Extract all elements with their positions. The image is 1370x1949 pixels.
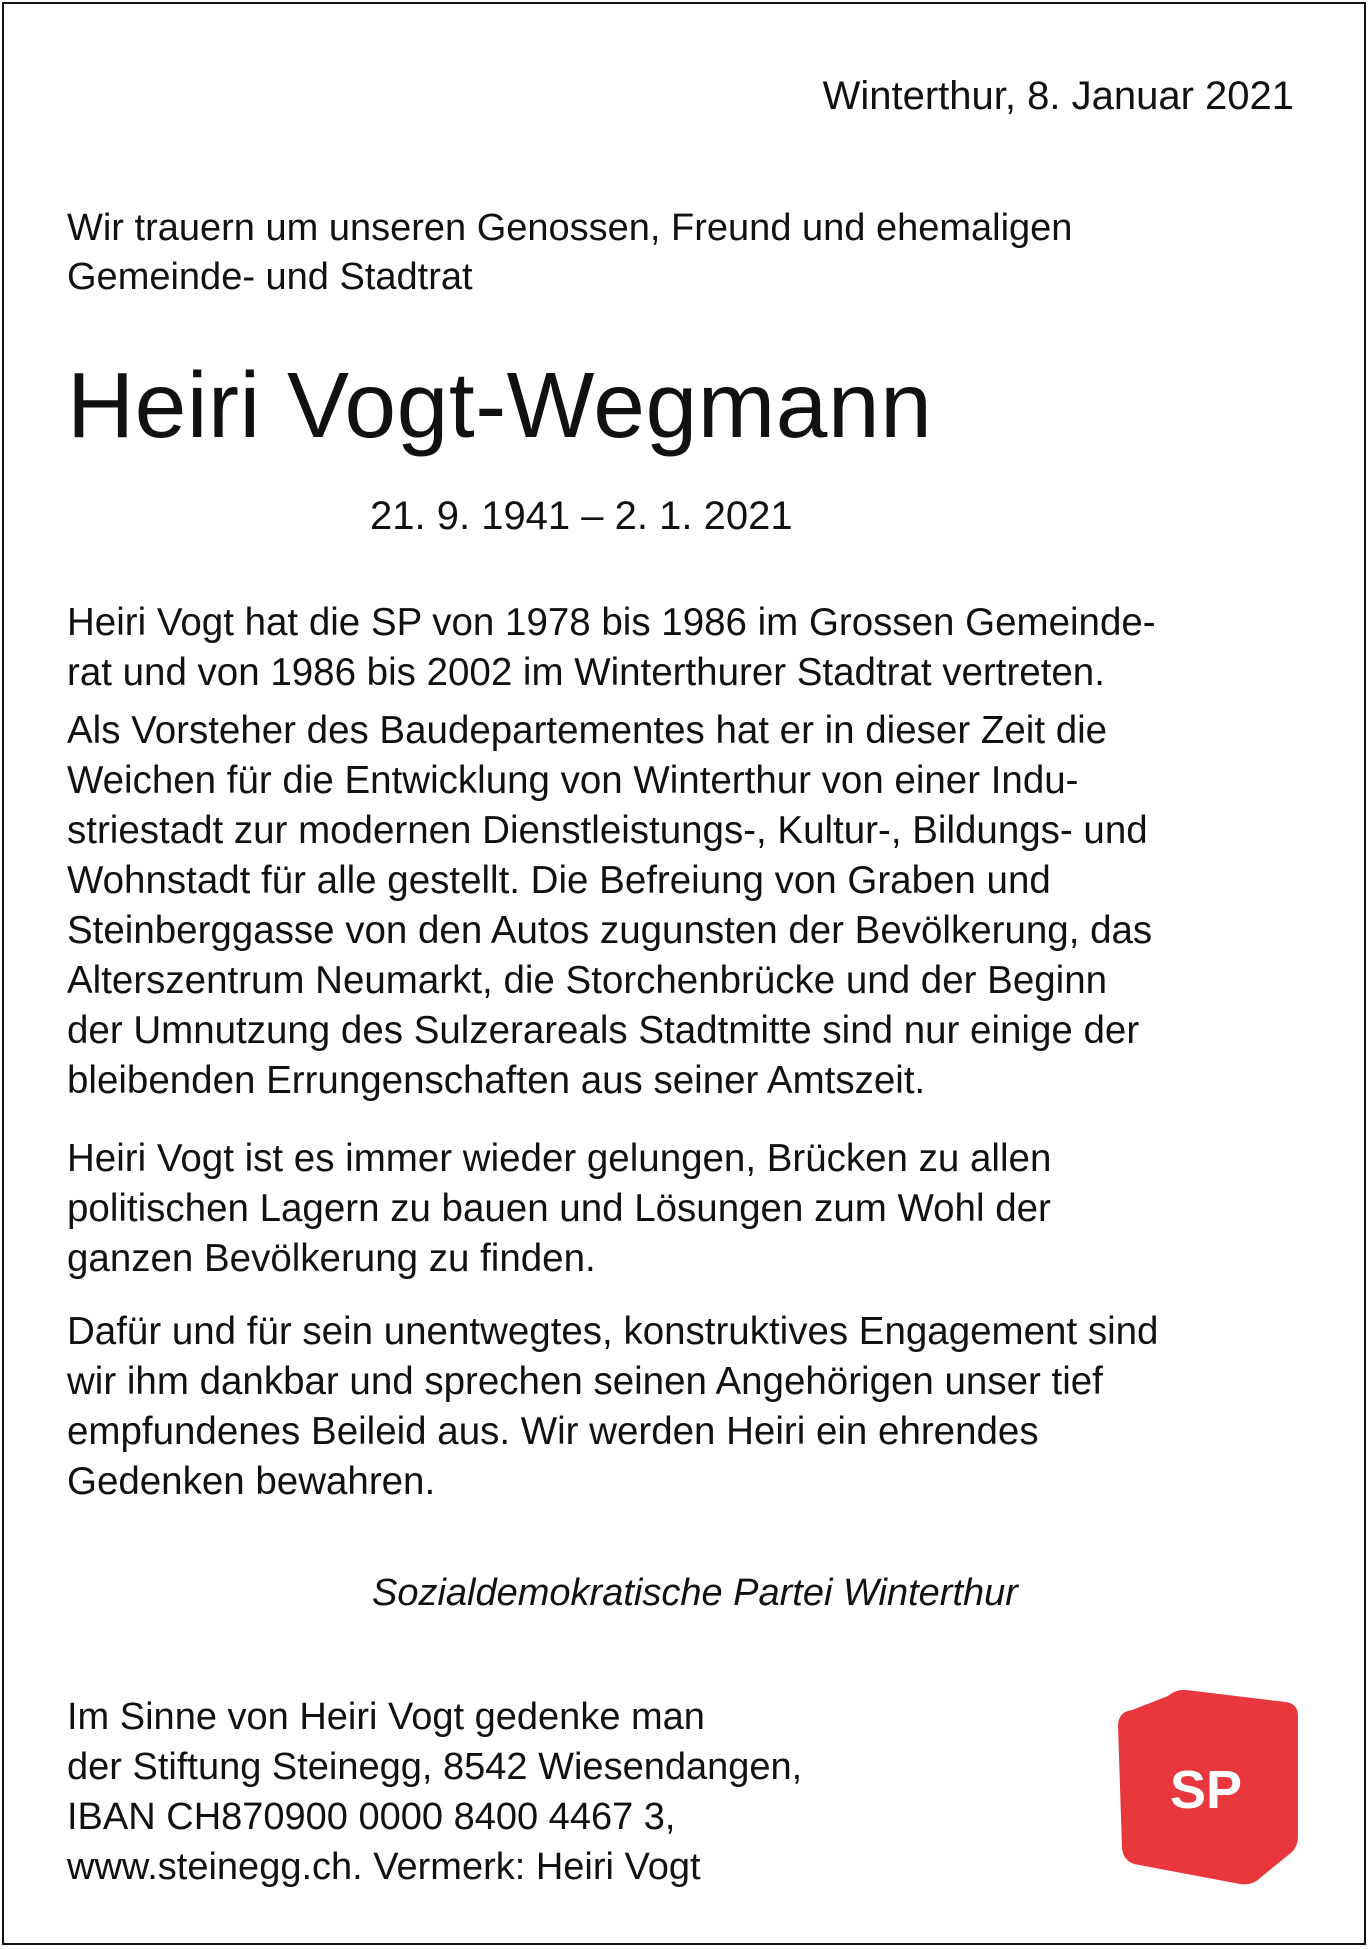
text-line: Heiri Vogt hat die SP von 1978 bis 1986 im Grossen Gemeinde- (67, 601, 1156, 644)
text-line: striestadt zur modernen Dienstleistungs-, Kultur-, Bildungs- und (67, 809, 1148, 852)
sp-logo (1112, 1688, 1300, 1886)
text-line: bleibenden Errungenschaften aus seiner Amtszeit. (67, 1059, 926, 1102)
paragraph-condolences (67, 1307, 1158, 1507)
text-line: Heiri Vogt ist es immer wieder gelungen, Brücken zu allen (67, 1137, 1052, 1180)
intro-text (67, 204, 1307, 302)
text-line: Gedenken bewahren. (67, 1460, 436, 1503)
text-line: Wohnstadt für alle gestellt. Die Befreiung von Graben und (67, 859, 1051, 902)
text-line: wir ihm dankbar und sprechen seinen Angehörigen unser tief (67, 1360, 1103, 1403)
place-date: Winterthur, 8. Januar 2021 (822, 74, 1294, 118)
paragraph-achievements (67, 706, 1152, 1106)
sp-logo-icon (1112, 1688, 1300, 1886)
sp-logo-text: SP (1169, 1760, 1243, 1820)
paragraph-bridges (67, 1134, 1051, 1284)
text-line: www.steinegg.ch. Vermerk: Heiri Vogt (67, 1846, 701, 1888)
text-line: der Umnutzung des Sulzerareals Stadtmitte sind nur einige der (67, 1009, 1140, 1052)
deceased-name: Heiri Vogt-Wegmann (67, 353, 933, 457)
text-line: Alterszentrum Neumarkt, die Storchenbrücke und der Beginn (67, 959, 1108, 1002)
text-line: ganzen Bevölkerung zu finden. (67, 1237, 596, 1280)
intro-line: Gemeinde- und Stadtrat (67, 256, 473, 298)
signature: Sozialdemokratische Partei Winterthur (372, 1572, 1018, 1614)
text-line: der Stiftung Steinegg, 8542 Wiesendangen, (67, 1746, 803, 1788)
donation-info (67, 1692, 802, 1892)
text-line: Steinberggasse von den Autos zugunsten der Bevölkerung, das (67, 909, 1153, 952)
life-dates: 21. 9. 1941 – 2. 1. 2021 (370, 494, 793, 538)
text-line: empfundenes Beileid aus. Wir werden Heiri ein ehrendes (67, 1410, 1039, 1453)
text-line: rat und von 1986 bis 2002 im Winterthurer Stadtrat vertreten. (67, 651, 1105, 694)
paragraph-career (67, 598, 1156, 698)
text-line: Weichen für die Entwicklung von Winterthur von einer Indu- (67, 759, 1079, 802)
text-line: IBAN CH870900 0000 8400 4467 3, (67, 1796, 676, 1838)
intro-line: Wir trauern um unseren Genossen, Freund und ehemaligen (67, 207, 1073, 249)
text-line: politischen Lagern zu bauen und Lösungen zum Wohl der (67, 1187, 1051, 1230)
text-line: Als Vorsteher des Baudepartementes hat er in dieser Zeit die (67, 709, 1108, 752)
text-line: Im Sinne von Heiri Vogt gedenke man (67, 1696, 705, 1738)
text-line: Dafür und für sein unentwegtes, konstruktives Engagement sind (67, 1310, 1159, 1353)
